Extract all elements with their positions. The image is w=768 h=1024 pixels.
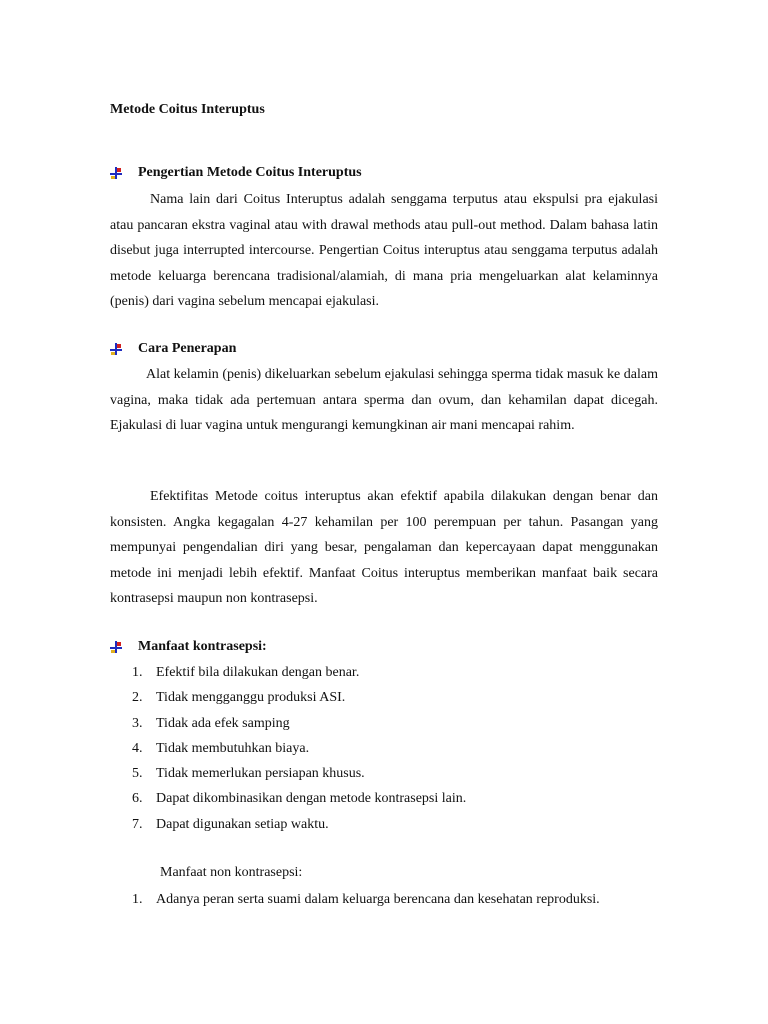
arrow-bullet-icon [110, 167, 122, 179]
list-item-text: Dapat digunakan setiap waktu. [156, 816, 329, 832]
section-heading-cara-penerapan [110, 341, 236, 357]
list-item [132, 887, 600, 912]
numbered-list-kontrasepsi [132, 660, 466, 837]
numbered-list-non-kontrasepsi [132, 887, 600, 912]
list-item-number: 3. [132, 715, 143, 731]
list-item-number: 4. [132, 740, 143, 756]
list-item [132, 660, 466, 685]
section-heading-manfaat-kontrasepsi [110, 639, 267, 655]
list-item [132, 685, 466, 710]
list-item [132, 761, 466, 786]
list-item-text: Adanya peran serta suami dalam keluarga berencana dan kesehatan reproduksi. [156, 892, 600, 907]
list-item-number: 1. [132, 665, 143, 680]
paragraph-pengertian: Nama lain dari Coitus Interuptus adalah senggama terputus atau ekspulsi pra ejakulasi atau pancaran ekstra vaginal atau with drawal methods atau pull-out method. Dalam bahasa latin disebut juga interrupted intercourse. Pengertian Coitus interuptus atau senggama terputus adalah metode keluarga berencana tradisional/alamiah, di mana pria mengeluarkan alat kelaminnya (penis) dari vagina sebelum mencapai ejakulasi. [110, 192, 658, 309]
list-item-text: Tidak mengganggu produksi ASI. [156, 690, 346, 706]
list-item-number: 1. [132, 892, 143, 907]
section-heading-manfaat-non-kontrasepsi: Manfaat non kontrasepsi: [160, 865, 303, 880]
list-item [132, 786, 466, 811]
list-item-text: Dapat dikombinasikan dengan metode kontrasepsi lain. [156, 791, 467, 807]
list-item-number: 2. [132, 690, 143, 706]
arrow-bullet-icon [110, 641, 122, 653]
paragraph-cara-penerapan: Alat kelamin (penis) dikeluarkan sebelum ejakulasi sehingga sperma tidak masuk ke dalam vagina, maka tidak ada pertemuan antara sperma dan ovum, dan kehamilan dapat dicegah. Ejakulasi di luar vagina untuk mengurangi kemungkinan air mani mencapai rahim. [110, 367, 658, 433]
list-item [132, 711, 466, 736]
list-item-text: Efektif bila dilakukan dengan benar. [156, 665, 360, 680]
list-item-number: 6. [132, 791, 143, 807]
document-title: Metode Coitus Interuptus [110, 102, 265, 117]
list-item-text: Tidak ada efek samping [156, 715, 290, 731]
list-item [132, 736, 466, 761]
arrow-bullet-icon [110, 343, 122, 355]
section-heading-label: Pengertian Metode Coitus Interuptus [138, 165, 362, 180]
section-heading-pengertian [110, 165, 362, 181]
list-item [132, 812, 466, 837]
list-item-number: 7. [132, 816, 143, 832]
section-heading-label: Cara Penerapan [138, 341, 237, 356]
section-heading-label: Manfaat kontrasepsi: [138, 639, 267, 654]
paragraph-efektifitas: Efektifitas Metode coitus interuptus akan efektif apabila dilakukan dengan benar dan konsisten. Angka kegagalan 4-27 kehamilan per 100 perempuan per tahun. Pasangan yang mempunyai pengendalian diri yang besar, pengalaman dan kepercayaan dapat menggunakan metode ini menjadi lebih efektif. Manfaat Coitus interuptus memberikan manfaat baik secara kontrasepsi maupun non kontrasepsi. [110, 489, 658, 606]
list-item-text: Tidak memerlukan persiapan khusus. [156, 766, 365, 782]
list-item-text: Tidak membutuhkan biaya. [156, 740, 310, 756]
list-item-number: 5. [132, 766, 143, 782]
